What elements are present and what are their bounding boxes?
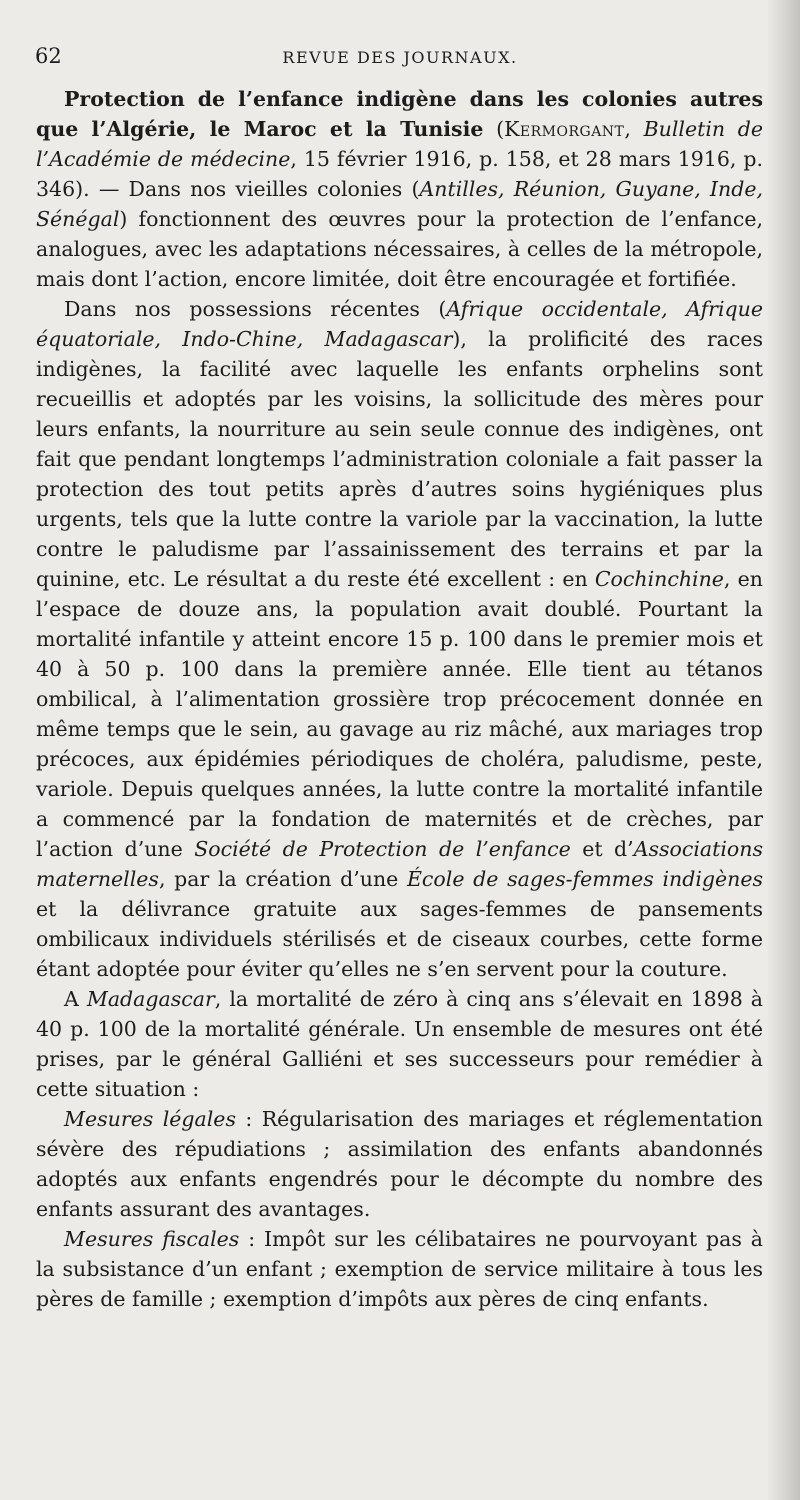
paragraph-text: et d’ <box>570 837 634 861</box>
ecole-name: École de sages-femmes indigènes <box>406 867 763 891</box>
paragraph-text: A <box>64 987 87 1011</box>
paragraph-3 <box>36 984 763 1104</box>
paragraph-text: et la délivrance gratuite aux sages-femmes de pansements ombilicaux individuels stérilisés et de ciseaux courbes, cette forme étant adoptée pour éviter qu’elles ne s’en servent pour la couture. <box>36 897 763 981</box>
paragraph-text: ) fonctionnent des œuvres pour la protection de l’enfance, analogues, avec les adaptations nécessaires, à celles de la métropole, mais dont l’action, encore limitée, doit être encouragée et fortifiée. <box>36 207 763 291</box>
running-head: REVUE DES JOURNAUX. <box>282 48 518 67</box>
journal-reference: , 15 février 1916, p. 158, et 28 mars 1916, p. 346 <box>36 147 763 201</box>
paragraph-text: , en l’espace de douze ans, la population avait doublé. Pourtant la mortalité infantile y atteint encore 15 p. 100 dans le premier mois et 40 à 50 p. 100 dans la première année. Elle tient au tétanos ombilical, à l’alimentation grossière trop précocement donnée en même temps que le sein, au gavage au riz mâché, aux mariages trop précoces, aux épidémies périodiques de choléra, paludisme, peste, variole. Depuis quelques années, la lutte contre la mortalité infantile a commencé par la fondation de maternités et de crèches, par l’action d’une <box>36 567 763 861</box>
mesures-legales-label: Mesures légales <box>64 1107 236 1131</box>
scan-edge-shadow <box>766 0 800 1500</box>
recent-possessions-list: Afrique occidentale, Afrique équatoriale, Indo-Chine, Madagascar <box>36 297 763 351</box>
paragraph-text: , par la création d’une <box>158 867 407 891</box>
article-author: Kermorgant <box>504 117 625 141</box>
societe-name: Société de Protection de l’enfance <box>194 837 571 861</box>
paragraph-text: ). — Dans nos vieilles colonies ( <box>75 177 420 201</box>
paragraph-2 <box>36 294 763 984</box>
place-madagascar: Madagascar <box>86 987 215 1011</box>
paragraph-text: : Impôt sur les célibataires ne pourvoyant pas à la subsistance d’un enfant ; exemption de service militaire à tous les pères de famille ; exemption d’impôts aux pères de cinq enfants. <box>36 1227 764 1311</box>
place-cochinchine: Cochinchine <box>594 567 724 591</box>
article-title: Protection de l’enfance indigène dans les colonies autres que l’Algérie, le Maroc et la Tunisie <box>36 87 763 141</box>
paragraph-mesures-legales <box>36 1104 763 1224</box>
page-number: 62 <box>35 44 62 68</box>
old-colonies-list: Antilles, Réunion, Guyane, Inde, Sénégal <box>36 177 763 231</box>
paragraph-text: ), la prolificité des races indigènes, la facilité avec laquelle les enfants orphelins sont recueillis et adoptés par les voisins, la sollicitude des mères pour leurs enfants, la nourriture au sein seule connue des indigènes, ont fait que pendant longtemps l’administration coloniale a fait passer la protection des tout petits après d’autres soins hygiéniques plus urgents, tels que la lutte contre la variole par la vaccination, la lutte contre le paludisme par l’assainissement des terrains et par la quinine, etc. Le résultat a du reste été excellent : en <box>36 327 763 591</box>
page-header <box>35 44 765 74</box>
associations-name: Associations maternelles <box>36 837 763 891</box>
paragraph-text: Dans nos possessions récentes ( <box>64 297 447 321</box>
mesures-fiscales-label: Mesures fiscales <box>64 1227 240 1251</box>
article-body <box>36 84 763 1314</box>
paragraph-text: : Régularisation des mariages et réglementation sévère des répudiations ; assimilation des enfants abandonnés adoptés aux enfants engendrés pour le décompte du nombre des enfants assurant des avantages. <box>36 1107 763 1221</box>
paragraph-mesures-fiscales <box>36 1224 763 1314</box>
journal-name: Bulletin de l’Académie de médecine <box>36 117 764 171</box>
paragraph-text: , la mortalité de zéro à cinq ans s’élevait en 1898 à 40 p. 100 de la mortalité générale. Un ensemble de mesures ont été prises, par le général Galliéni et ses successeurs pour remédier à cette situation : <box>36 987 763 1101</box>
paragraph-1: Protection de l’enfance indigène dans les colonies autres que l’Algérie, le Maroc et la Tunisie (Kermorgant, Bulletin de l’Académie de médecine, 15 février 1916, p. 158, et 28 mars 1916, p. 346). — Dans nos vieilles colonies (Antilles, Réunion, Guyane, Inde, Sénégal) fonctionnent des œuvres pour la protection de l’enfance, analogues, avec les adaptations nécessaires, à celles de la métropole, mais dont l’action, encore limitée, doit être encouragée et fortifiée. <box>36 87 764 291</box>
